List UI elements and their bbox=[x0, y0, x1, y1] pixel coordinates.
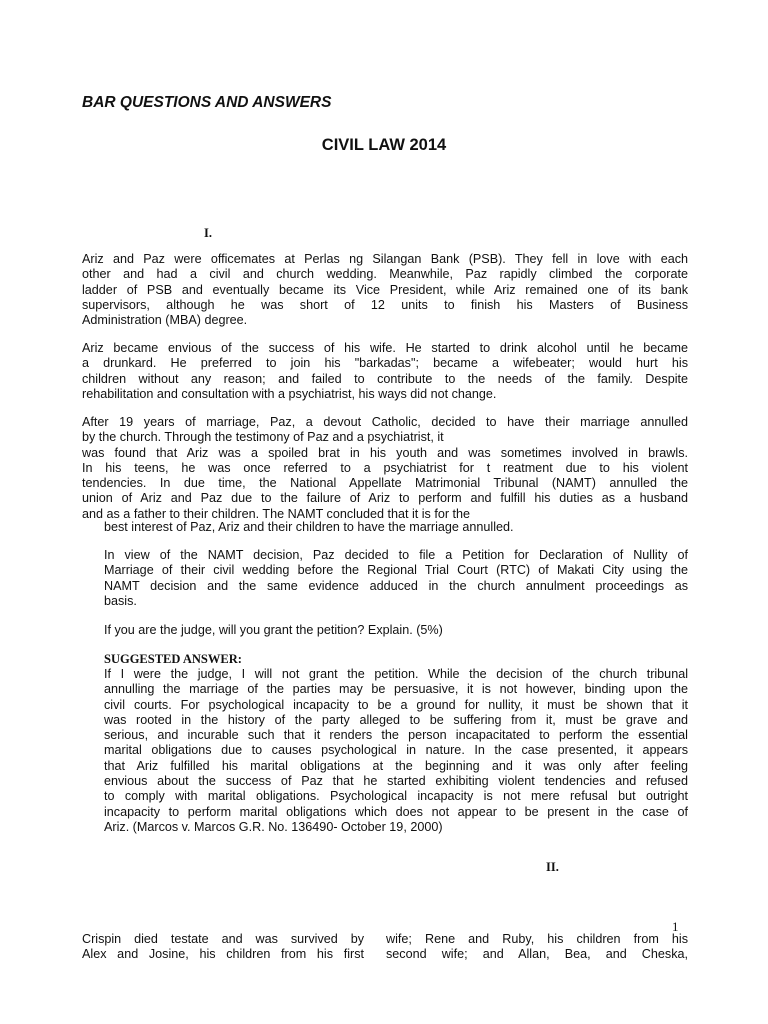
document-header: BAR QUESTIONS AND ANSWERS bbox=[82, 94, 332, 111]
section-number-2: II. bbox=[546, 860, 559, 874]
text-line: children without any reason; and failed to contribute to the needs of the family. Despite bbox=[82, 371, 688, 386]
text-line: Ariz. (Marcos v. Marcos G.R. No. 136490- October 19, 2000) bbox=[104, 819, 443, 834]
text-line: second wife; and Allan, Bea, and Cheska, bbox=[386, 947, 688, 962]
paragraph-facts-3-tail bbox=[104, 520, 688, 535]
text-line: After 19 years of marriage, Paz, a devout Catholic, decided to have their marriage annulled bbox=[82, 415, 688, 429]
text-line: annulling the marriage of the parties may be persuasive, it is not however, binding upon the bbox=[104, 682, 688, 697]
text-line: envious about the success of Paz that he started exhibiting violent tendencies and refused bbox=[104, 774, 688, 789]
text-line: tendencies. In due time, the National Appellate Matrimonial Tribunal (NAMT) annulled the bbox=[82, 476, 688, 491]
text-line: civil courts. For psychological incapacity to be a ground for nullity, it must be shown that it bbox=[104, 697, 688, 712]
paragraph-facts-4 bbox=[104, 548, 688, 609]
text-line: NAMT decision and the same evidence adduced in the church annulment proceedings as bbox=[104, 578, 688, 593]
text-line: Administration (MBA) degree. bbox=[82, 313, 248, 328]
text-line: Crispin died testate and was survived by bbox=[82, 932, 364, 946]
text-line: basis. bbox=[104, 593, 137, 608]
text-line: In view of the NAMT decision, Paz decided to file a Petition for Declaration of Nullity of bbox=[104, 548, 688, 562]
text-line: serious, and incurable such that it renders the person incapacitated to perform the essential bbox=[104, 728, 688, 743]
text-line: best interest of Paz, Ariz and their children to have the marriage annulled. bbox=[104, 520, 514, 534]
text-line: marital obligations due to causes psychological in nature. In the case presented, it appears bbox=[104, 743, 688, 758]
paragraph-facts-3 bbox=[82, 415, 688, 522]
text-line: was rooted in the history of the party alleged to be suffering from it, must be grave and bbox=[104, 712, 688, 727]
text-line: Marriage of their civil wedding before the Regional Trial Court (RTC) of Makati City using the bbox=[104, 563, 688, 578]
section-number-1: I. bbox=[204, 226, 212, 240]
text-line: incapacity to perform marital obligations which does not appear to be present in the case of bbox=[104, 804, 688, 819]
suggested-answer-label: SUGGESTED ANSWER: bbox=[104, 652, 242, 666]
text-line: that Ariz fulfilled his marital obligations at the beginning and it was only after feeling bbox=[104, 758, 688, 773]
paragraph-facts-1 bbox=[82, 252, 688, 328]
document-title: CIVIL LAW 2014 bbox=[321, 136, 447, 154]
text-line: to comply with marital obligations. Psychological incapacity is not mere refusal but outright bbox=[104, 789, 688, 804]
text-line: wife; Rene and Ruby, his children from his bbox=[386, 932, 688, 946]
text-line: by the church. Through the testimony of Paz and a psychiatrist, it bbox=[82, 430, 444, 445]
text-line: union of Ariz and Paz due to the failure of Ariz to perform and fulfill his duties as a husband bbox=[82, 491, 688, 506]
suggested-answer-body bbox=[104, 667, 688, 835]
text-line: rehabilitation and consultation with a psychiatrist, his ways did not change. bbox=[82, 386, 497, 401]
text-line: Alex and Josine, his children from his first bbox=[82, 947, 364, 962]
text-line: Ariz and Paz were officemates at Perlas ng Silangan Bank (PSB). They fell in love with each bbox=[82, 252, 688, 266]
page-number: 1 bbox=[672, 919, 679, 934]
text-line: a drunkard. He preferred to join his "barkadas"; became a wifebeater; would hurt his bbox=[82, 356, 688, 371]
paragraph-facts-2 bbox=[82, 341, 688, 402]
text-line: other and had a civil and church wedding. Meanwhile, Paz rapidly climbed the corporate bbox=[82, 267, 688, 282]
next-question-column-left bbox=[82, 932, 364, 963]
text-line: ladder of PSB and eventually became its Vice President, while Ariz remained one of its bank bbox=[82, 282, 688, 297]
text-line: was found that Ariz was a spoiled brat in his youth and was sometimes involved in brawls. bbox=[82, 445, 688, 460]
text-line: and as a father to their children. The NAMT concluded that it is for the bbox=[82, 506, 471, 521]
text-line: In his teens, he was once referred to a psychiatrist for t reatment due to his violent bbox=[82, 460, 688, 475]
question-text bbox=[104, 623, 688, 638]
text-line: Ariz became envious of the success of his wife. He started to drink alcohol until he became bbox=[82, 341, 688, 355]
next-question-column-right bbox=[386, 932, 688, 963]
text-line: If I were the judge, I will not grant the petition. While the decision of the church tribunal bbox=[104, 667, 688, 681]
text-line: If you are the judge, will you grant the petition? Explain. (5%) bbox=[104, 623, 443, 637]
text-line: supervisors, although he was short of 12 units to finish his Masters of Business bbox=[82, 297, 688, 312]
